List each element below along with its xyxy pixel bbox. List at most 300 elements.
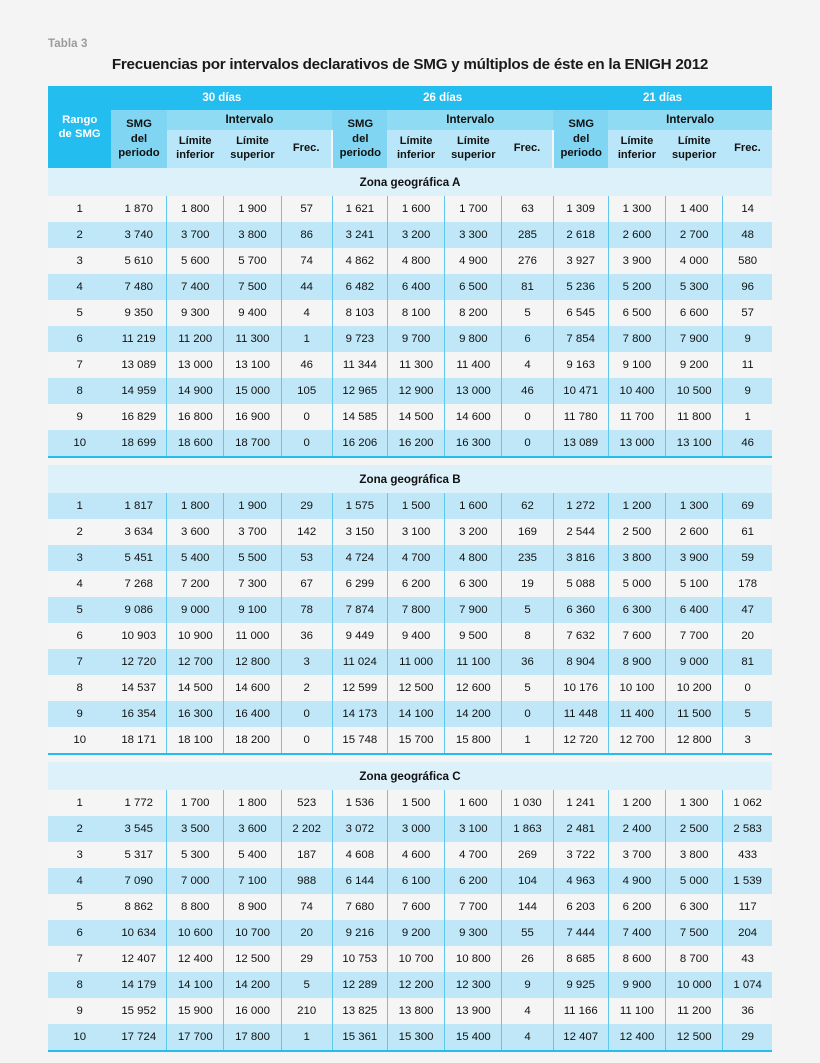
cell-smg-periodo-30dias: 18 171 [111,727,166,754]
table-row [48,326,772,352]
cell-smg-periodo-21dias: 12 720 [553,727,608,754]
cell-rango: 4 [48,868,111,894]
cell-smg-periodo-26dias: 4 724 [332,545,387,571]
smg-line-1: SMG [347,117,374,130]
cell-limite-superior-30dias: 1 800 [224,790,281,816]
cell-limite-superior-21dias: 10 200 [666,675,723,701]
cell-frec-26dias: 1 863 [502,816,553,842]
cell-limite-superior-30dias: 10 700 [224,920,281,946]
cell-limite-inferior-26dias: 1 500 [387,493,444,519]
cell-frec-26dias: 269 [502,842,553,868]
cell-frec-21dias: 14 [723,196,772,222]
limite-line-1: Límite [178,135,212,148]
cell-limite-inferior-21dias: 1 200 [608,790,665,816]
cell-limite-superior-21dias: 9 000 [666,649,723,675]
cell-smg-periodo-21dias: 1 241 [553,790,608,816]
cell-frec-30dias: 5 [281,972,332,998]
cell-limite-superior-30dias: 5 400 [224,842,281,868]
cell-limite-inferior-21dias: 12 700 [608,727,665,754]
zone-header-row [48,168,772,196]
cell-frec-30dias: 523 [281,790,332,816]
cell-smg-periodo-26dias: 12 965 [332,378,387,404]
cell-smg-periodo-26dias: 11 024 [332,649,387,675]
cell-limite-superior-26dias: 12 600 [445,675,502,701]
cell-limite-inferior-21dias: 4 900 [608,868,665,894]
cell-frec-26dias: 19 [502,571,553,597]
cell-limite-superior-30dias: 5 700 [224,248,281,274]
cell-frec-30dias: 86 [281,222,332,248]
cell-limite-superior-21dias: 13 100 [666,430,723,457]
cell-frec-26dias: 285 [502,222,553,248]
cell-limite-inferior-30dias: 12 400 [167,946,224,972]
cell-limite-inferior-30dias: 14 100 [167,972,224,998]
cell-limite-inferior-21dias: 2 400 [608,816,665,842]
cell-smg-periodo-26dias: 12 599 [332,675,387,701]
cell-limite-superior-30dias: 17 800 [224,1024,281,1051]
limite-line-2: superior [451,149,496,161]
cell-limite-inferior-26dias: 12 900 [387,378,444,404]
limite-line-1: Límite [677,135,711,148]
cell-rango: 1 [48,790,111,816]
cell-limite-inferior-26dias: 11 300 [387,352,444,378]
limite-line-2: inferior [176,149,215,161]
cell-limite-superior-26dias: 1 700 [445,196,502,222]
cell-limite-superior-30dias: 18 700 [224,430,281,457]
cell-limite-superior-26dias: 4 900 [445,248,502,274]
cell-smg-periodo-26dias: 6 144 [332,868,387,894]
table-row [48,727,772,754]
limite-line-1: Límite [620,135,654,148]
cell-smg-periodo-30dias: 3 740 [111,222,166,248]
cell-limite-superior-26dias: 13 000 [445,378,502,404]
cell-limite-superior-21dias: 7 900 [666,326,723,352]
table-number-label: Tabla 3 [48,38,88,50]
table-row [48,222,772,248]
cell-smg-periodo-21dias: 4 963 [553,868,608,894]
cell-smg-periodo-21dias: 2 544 [553,519,608,545]
cell-limite-inferior-30dias: 1 700 [167,790,224,816]
cell-frec-21dias: 0 [723,675,772,701]
column-header-frec-21: Frec. [723,130,772,168]
cell-limite-inferior-21dias: 1 200 [608,493,665,519]
table-row [48,404,772,430]
table-row [48,790,772,816]
table-row [48,920,772,946]
cell-limite-inferior-30dias: 14 900 [167,378,224,404]
cell-smg-periodo-30dias: 9 086 [111,597,166,623]
column-header-limite-superior-21 [666,130,723,168]
header-row-groups [48,86,772,110]
smg-line-1: SMG [568,117,595,130]
cell-smg-periodo-26dias: 4 608 [332,842,387,868]
cell-limite-inferior-26dias: 8 100 [387,300,444,326]
cell-limite-superior-30dias: 12 800 [224,649,281,675]
cell-limite-inferior-30dias: 16 800 [167,404,224,430]
table-row [48,571,772,597]
cell-frec-26dias: 9 [502,972,553,998]
cell-limite-superior-21dias: 3 800 [666,842,723,868]
column-header-smg-periodo-26 [332,110,387,168]
cell-smg-periodo-21dias: 9 163 [553,352,608,378]
column-header-rango [48,86,111,168]
cell-smg-periodo-21dias: 5 236 [553,274,608,300]
cell-limite-superior-21dias: 6 400 [666,597,723,623]
cell-limite-inferior-26dias: 10 700 [387,946,444,972]
column-header-intervalo-30: Intervalo [167,110,333,130]
cell-rango: 2 [48,222,111,248]
column-header-intervalo-21: Intervalo [608,110,772,130]
smg-line-2: del [352,132,369,145]
cell-limite-inferior-21dias: 9 100 [608,352,665,378]
cell-rango: 3 [48,248,111,274]
cell-limite-superior-26dias: 3 200 [445,519,502,545]
cell-frec-26dias: 4 [502,352,553,378]
cell-limite-superior-21dias: 12 800 [666,727,723,754]
table-row [48,894,772,920]
cell-frec-26dias: 5 [502,675,553,701]
cell-limite-inferior-30dias: 9 000 [167,597,224,623]
cell-limite-inferior-26dias: 1 600 [387,196,444,222]
cell-limite-superior-26dias: 15 400 [445,1024,502,1051]
cell-frec-26dias: 1 030 [502,790,553,816]
cell-limite-inferior-30dias: 1 800 [167,196,224,222]
cell-frec-26dias: 63 [502,196,553,222]
zone-title: Zona geográfica A [48,168,772,196]
cell-frec-21dias: 81 [723,649,772,675]
table-row [48,972,772,998]
cell-rango: 2 [48,816,111,842]
cell-limite-superior-30dias: 7 300 [224,571,281,597]
cell-rango: 2 [48,519,111,545]
cell-limite-inferior-30dias: 17 700 [167,1024,224,1051]
cell-limite-inferior-30dias: 7 400 [167,274,224,300]
cell-limite-inferior-21dias: 11 400 [608,701,665,727]
cell-smg-periodo-26dias: 15 748 [332,727,387,754]
cell-frec-26dias: 62 [502,493,553,519]
cell-limite-superior-21dias: 7 700 [666,623,723,649]
cell-frec-21dias: 1 539 [723,868,772,894]
cell-smg-periodo-21dias: 6 203 [553,894,608,920]
zone-spacer [48,754,772,762]
cell-smg-periodo-21dias: 3 722 [553,842,608,868]
cell-limite-superior-30dias: 11 000 [224,623,281,649]
cell-frec-26dias: 4 [502,1024,553,1051]
cell-frec-30dias: 74 [281,894,332,920]
cell-frec-30dias: 0 [281,701,332,727]
cell-limite-superior-21dias: 3 900 [666,545,723,571]
limite-line-1: Límite [236,135,269,148]
cell-smg-periodo-30dias: 14 959 [111,378,166,404]
cell-limite-inferior-30dias: 14 500 [167,675,224,701]
cell-smg-periodo-30dias: 18 699 [111,430,166,457]
table-row [48,816,772,842]
table-row [48,430,772,457]
cell-limite-inferior-26dias: 4 600 [387,842,444,868]
cell-frec-30dias: 44 [281,274,332,300]
cell-frec-21dias: 61 [723,519,772,545]
cell-rango: 10 [48,430,111,457]
cell-limite-superior-21dias: 10 500 [666,378,723,404]
cell-limite-inferior-26dias: 6 400 [387,274,444,300]
cell-limite-superior-26dias: 4 700 [445,842,502,868]
cell-smg-periodo-26dias: 13 825 [332,998,387,1024]
cell-frec-30dias: 142 [281,519,332,545]
cell-rango: 8 [48,972,111,998]
cell-limite-superior-21dias: 8 700 [666,946,723,972]
cell-limite-inferior-21dias: 7 600 [608,623,665,649]
cell-limite-superior-30dias: 5 500 [224,545,281,571]
cell-smg-periodo-30dias: 1 817 [111,493,166,519]
cell-frec-30dias: 1 [281,326,332,352]
cell-smg-periodo-26dias: 1 575 [332,493,387,519]
cell-limite-inferior-30dias: 5 400 [167,545,224,571]
cell-frec-21dias: 48 [723,222,772,248]
header-row-intervalo [48,110,772,130]
cell-smg-periodo-21dias: 10 176 [553,675,608,701]
cell-frec-21dias: 36 [723,998,772,1024]
cell-frec-26dias: 26 [502,946,553,972]
column-header-smg-periodo-21 [553,110,608,168]
cell-smg-periodo-21dias: 6 360 [553,597,608,623]
cell-limite-superior-21dias: 11 800 [666,404,723,430]
cell-limite-inferior-26dias: 6 100 [387,868,444,894]
cell-frec-21dias: 69 [723,493,772,519]
cell-smg-periodo-21dias: 3 816 [553,545,608,571]
cell-limite-superior-26dias: 3 100 [445,816,502,842]
cell-frec-26dias: 104 [502,868,553,894]
cell-frec-21dias: 29 [723,1024,772,1051]
cell-limite-superior-26dias: 6 300 [445,571,502,597]
cell-smg-periodo-30dias: 3 634 [111,519,166,545]
cell-smg-periodo-26dias: 7 874 [332,597,387,623]
cell-smg-periodo-21dias: 2 618 [553,222,608,248]
smg-line-1: SMG [126,117,152,130]
cell-limite-inferior-26dias: 3 000 [387,816,444,842]
cell-limite-inferior-26dias: 15 300 [387,1024,444,1051]
table-row [48,196,772,222]
cell-smg-periodo-30dias: 7 090 [111,868,166,894]
cell-smg-periodo-30dias: 14 179 [111,972,166,998]
cell-limite-inferior-21dias: 8 600 [608,946,665,972]
cell-rango: 1 [48,196,111,222]
cell-frec-30dias: 988 [281,868,332,894]
cell-rango: 8 [48,675,111,701]
cell-smg-periodo-30dias: 7 480 [111,274,166,300]
cell-frec-26dias: 276 [502,248,553,274]
cell-limite-inferior-30dias: 3 700 [167,222,224,248]
cell-frec-30dias: 67 [281,571,332,597]
cell-frec-26dias: 46 [502,378,553,404]
cell-limite-superior-21dias: 5 100 [666,571,723,597]
cell-limite-superior-21dias: 5 300 [666,274,723,300]
cell-limite-superior-30dias: 7 100 [224,868,281,894]
cell-frec-30dias: 0 [281,727,332,754]
cell-frec-26dias: 169 [502,519,553,545]
cell-smg-periodo-26dias: 1 536 [332,790,387,816]
cell-smg-periodo-30dias: 1 870 [111,196,166,222]
cell-smg-periodo-21dias: 5 088 [553,571,608,597]
limite-line-1: Límite [456,135,490,148]
cell-smg-periodo-21dias: 10 471 [553,378,608,404]
cell-frec-26dias: 5 [502,300,553,326]
cell-limite-inferior-26dias: 4 700 [387,545,444,571]
table-row [48,998,772,1024]
cell-limite-inferior-21dias: 3 900 [608,248,665,274]
cell-limite-superior-21dias: 5 000 [666,868,723,894]
cell-rango: 3 [48,545,111,571]
cell-limite-inferior-21dias: 10 100 [608,675,665,701]
table-row [48,701,772,727]
zone-title: Zona geográfica C [48,762,772,790]
smg-line-3: periodo [118,147,160,160]
cell-frec-21dias: 96 [723,274,772,300]
cell-smg-periodo-26dias: 3 072 [332,816,387,842]
cell-limite-superior-30dias: 14 600 [224,675,281,701]
cell-rango: 7 [48,649,111,675]
cell-limite-inferior-30dias: 3 500 [167,816,224,842]
table-row [48,597,772,623]
cell-smg-periodo-30dias: 11 219 [111,326,166,352]
cell-frec-30dias: 74 [281,248,332,274]
zone-spacer-cell [48,457,772,465]
cell-smg-periodo-26dias: 6 482 [332,274,387,300]
cell-frec-21dias: 433 [723,842,772,868]
cell-limite-superior-26dias: 7 900 [445,597,502,623]
cell-frec-26dias: 4 [502,998,553,1024]
limite-line-1: Límite [399,135,433,148]
cell-limite-inferior-26dias: 14 100 [387,701,444,727]
cell-limite-superior-26dias: 15 800 [445,727,502,754]
cell-limite-inferior-30dias: 3 600 [167,519,224,545]
cell-frec-21dias: 57 [723,300,772,326]
cell-limite-inferior-26dias: 11 000 [387,649,444,675]
limite-line-2: superior [671,149,717,161]
cell-limite-superior-21dias: 1 300 [666,493,723,519]
cell-frec-26dias: 1 [502,727,553,754]
cell-limite-inferior-30dias: 10 600 [167,920,224,946]
cell-smg-periodo-30dias: 8 862 [111,894,166,920]
cell-limite-superior-21dias: 1 300 [666,790,723,816]
cell-limite-superior-30dias: 11 300 [224,326,281,352]
cell-smg-periodo-21dias: 1 309 [553,196,608,222]
cell-frec-30dias: 187 [281,842,332,868]
table-row [48,623,772,649]
column-header-group-26-dias: 26 días [332,86,553,110]
cell-smg-periodo-21dias: 7 632 [553,623,608,649]
cell-limite-inferior-30dias: 10 900 [167,623,224,649]
table-row [48,248,772,274]
cell-rango: 6 [48,326,111,352]
cell-smg-periodo-26dias: 4 862 [332,248,387,274]
cell-frec-30dias: 105 [281,378,332,404]
cell-limite-superior-30dias: 14 200 [224,972,281,998]
cell-limite-inferior-21dias: 5 000 [608,571,665,597]
cell-limite-superior-26dias: 9 500 [445,623,502,649]
cell-smg-periodo-30dias: 13 089 [111,352,166,378]
frequencies-table [48,86,772,1052]
cell-limite-inferior-26dias: 6 200 [387,571,444,597]
cell-smg-periodo-26dias: 15 361 [332,1024,387,1051]
cell-frec-21dias: 11 [723,352,772,378]
cell-limite-superior-30dias: 16 900 [224,404,281,430]
cell-smg-periodo-21dias: 8 904 [553,649,608,675]
cell-limite-superior-26dias: 10 800 [445,946,502,972]
cell-smg-periodo-30dias: 5 610 [111,248,166,274]
cell-limite-superior-21dias: 2 500 [666,816,723,842]
cell-limite-superior-26dias: 9 300 [445,920,502,946]
cell-smg-periodo-21dias: 9 925 [553,972,608,998]
cell-smg-periodo-21dias: 12 407 [553,1024,608,1051]
cell-smg-periodo-26dias: 9 723 [332,326,387,352]
cell-limite-inferior-26dias: 1 500 [387,790,444,816]
cell-limite-inferior-26dias: 9 400 [387,623,444,649]
cell-frec-21dias: 3 [723,727,772,754]
cell-limite-superior-21dias: 4 000 [666,248,723,274]
cell-limite-inferior-21dias: 7 400 [608,920,665,946]
cell-frec-26dias: 0 [502,430,553,457]
cell-limite-superior-26dias: 6 500 [445,274,502,300]
table-container [48,86,772,1052]
cell-limite-inferior-21dias: 10 400 [608,378,665,404]
cell-smg-periodo-30dias: 14 537 [111,675,166,701]
cell-frec-21dias: 47 [723,597,772,623]
cell-limite-inferior-21dias: 3 800 [608,545,665,571]
cell-smg-periodo-21dias: 11 780 [553,404,608,430]
cell-rango: 7 [48,352,111,378]
cell-limite-superior-26dias: 12 300 [445,972,502,998]
column-header-intervalo-26: Intervalo [387,110,553,130]
cell-limite-superior-30dias: 13 100 [224,352,281,378]
cell-smg-periodo-30dias: 10 903 [111,623,166,649]
cell-frec-30dias: 46 [281,352,332,378]
cell-frec-26dias: 5 [502,597,553,623]
cell-limite-inferior-21dias: 5 200 [608,274,665,300]
page-title: Frecuencias por intervalos declarativos de SMG y múltiplos de éste en la ENIGH 2012 [111,56,709,73]
cell-frec-30dias: 78 [281,597,332,623]
cell-limite-inferior-26dias: 13 800 [387,998,444,1024]
cell-limite-inferior-26dias: 16 200 [387,430,444,457]
cell-smg-periodo-21dias: 7 854 [553,326,608,352]
table-row [48,352,772,378]
cell-limite-superior-30dias: 15 000 [224,378,281,404]
cell-limite-superior-21dias: 7 500 [666,920,723,946]
cell-frec-26dias: 0 [502,404,553,430]
column-header-limite-inferior-30 [167,130,224,168]
cell-smg-periodo-26dias: 9 449 [332,623,387,649]
cell-rango: 4 [48,274,111,300]
cell-smg-periodo-21dias: 8 685 [553,946,608,972]
cell-limite-superior-30dias: 9 100 [224,597,281,623]
table-row [48,868,772,894]
cell-frec-30dias: 3 [281,649,332,675]
cell-smg-periodo-30dias: 7 268 [111,571,166,597]
table-row [48,545,772,571]
cell-smg-periodo-26dias: 14 173 [332,701,387,727]
cell-limite-superior-30dias: 8 900 [224,894,281,920]
column-header-frec-30: Frec. [281,130,332,168]
cell-limite-inferior-30dias: 8 800 [167,894,224,920]
cell-rango: 3 [48,842,111,868]
cell-rango: 5 [48,597,111,623]
cell-limite-superior-21dias: 6 600 [666,300,723,326]
cell-limite-inferior-21dias: 13 000 [608,430,665,457]
cell-limite-inferior-21dias: 6 300 [608,597,665,623]
column-header-group-21-dias: 21 días [553,86,772,110]
cell-limite-superior-30dias: 1 900 [224,493,281,519]
cell-limite-superior-26dias: 11 400 [445,352,502,378]
cell-rango: 10 [48,1024,111,1051]
cell-limite-superior-30dias: 1 900 [224,196,281,222]
